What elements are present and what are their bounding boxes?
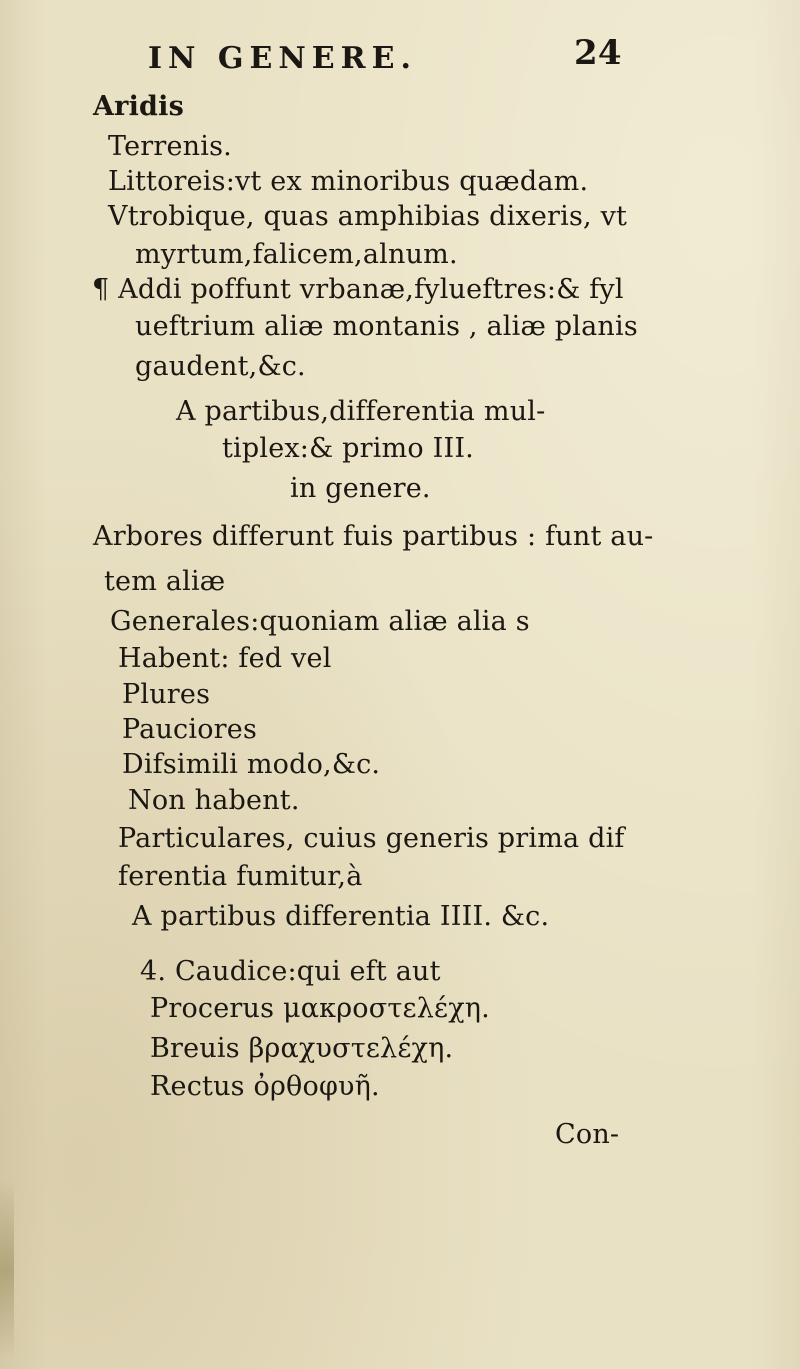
text-line: Aridis [93, 91, 184, 122]
text-line: Arbores differunt fuis partibus : funt au- [93, 521, 654, 552]
text-line: Breuis βραχυστελέχη. [150, 1033, 454, 1064]
running-header: IN GENERE. [148, 41, 417, 76]
page-number: 24 [574, 33, 622, 73]
text-line: ferentia fumitur,à [118, 861, 363, 892]
text-line: Habent: fed vel [118, 643, 332, 674]
page-edge-stain [0, 1180, 14, 1360]
text-line: Vtrobique, quas amphibias dixeris, vt [108, 201, 628, 232]
text-line: A partibus,differentia mul- [176, 396, 546, 427]
text-line: Terrenis. [108, 131, 232, 162]
text-line: Non habent. [128, 785, 300, 816]
text-line: in genere. [290, 473, 431, 504]
text-line: Pauciores [122, 714, 257, 745]
text-line: tem aliæ [104, 566, 226, 597]
text-line: ueftrium aliæ montanis , aliæ planis [135, 311, 638, 342]
catchword: Con- [555, 1119, 620, 1150]
text-line: Procerus μακροστελέχη. [150, 993, 490, 1024]
text-line: 4. Caudice:qui eft aut [140, 956, 441, 987]
text-line: Particulares, cuius generis prima dif [118, 823, 625, 854]
text-line: tiplex:& primo III. [222, 433, 474, 464]
text-line: myrtum,falicem,alnum. [135, 239, 458, 270]
text-line: A partibus differentia IIII. &c. [132, 901, 550, 932]
text-line: Rectus ὀρθοφυῆ. [150, 1071, 380, 1102]
text-line: Littoreis:vt ex minoribus quædam. [108, 166, 589, 197]
text-line: Generales:quoniam aliæ alia s [110, 606, 530, 637]
text-line: Plures [122, 679, 211, 710]
text-line: ¶ Addi poffunt vrbanæ,fylueftres:& fyl [92, 274, 624, 305]
text-line: Difsimili modo,&c. [122, 749, 381, 780]
text-line: gaudent,&c. [135, 351, 306, 382]
